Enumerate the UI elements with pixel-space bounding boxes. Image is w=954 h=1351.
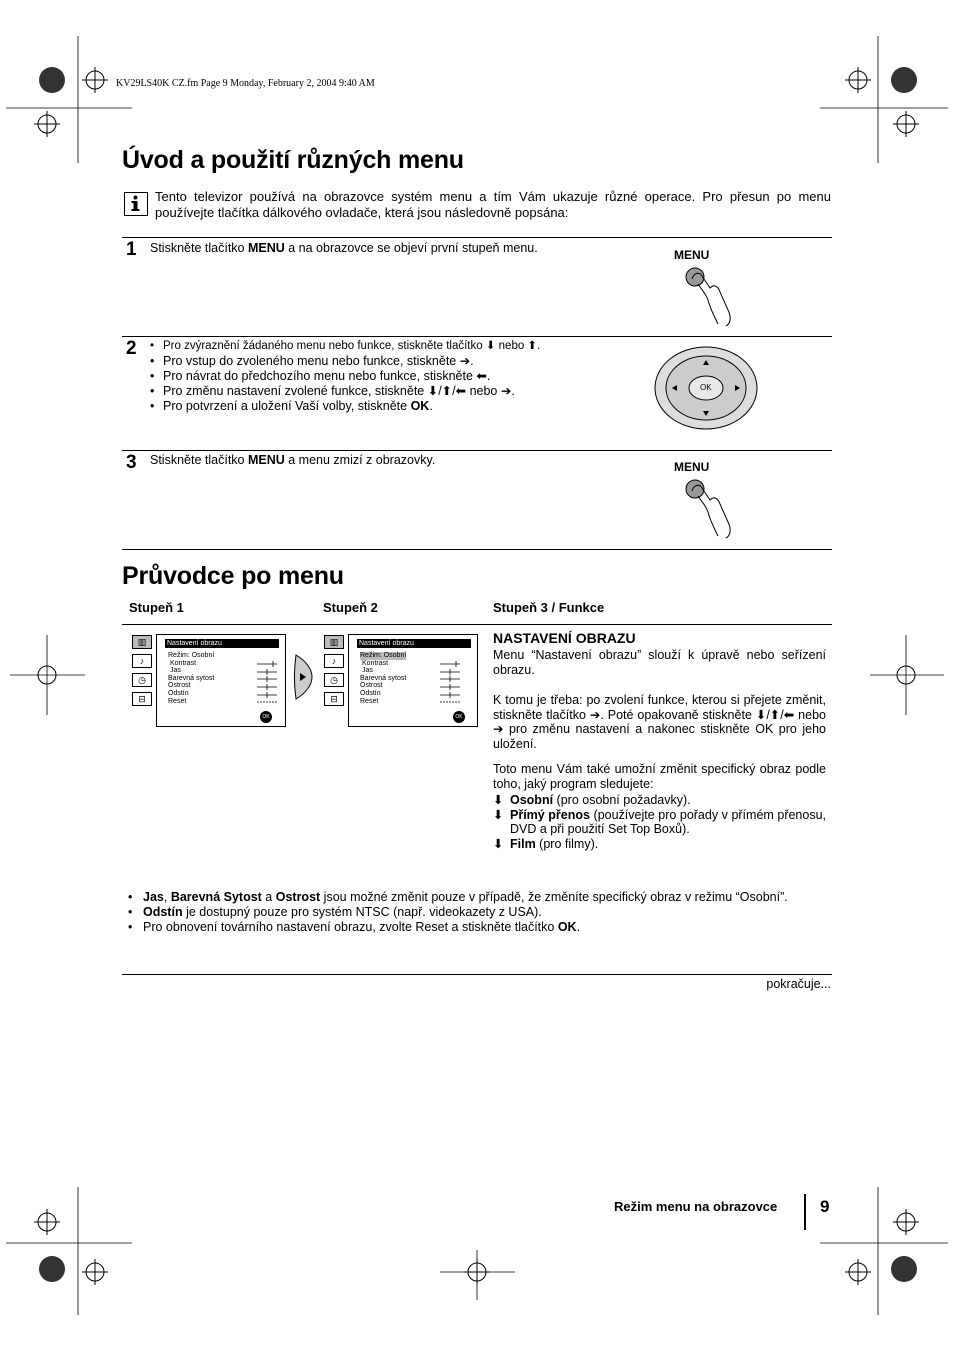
screen-title: Nastavení obrazu [357, 639, 471, 648]
down-arrow-icon: ⬇ [493, 807, 504, 822]
remote-navigation-pad [654, 346, 758, 430]
menu-screen-stage-1 [156, 634, 286, 727]
slider-indicators [438, 660, 462, 708]
stage-3-paragraph-2: K tomu je třeba: po zvolení funkce, kterou si přejete změnit, stiskněte tlačítko ➔. Poté opakovaně stiskněte ⬇/⬆/⬅ nebo ➔ pro změnu nastavení a nakonec stiskněte OK pro jeho uložení. [493, 693, 826, 751]
info-i-icon [124, 192, 148, 216]
picture-mode-list [493, 793, 826, 851]
column-head-stage-3: Stupeň 3 / Funkce [493, 600, 605, 615]
continued-note: pokračuje... [766, 977, 831, 991]
timer-menu-icon: ◷ [324, 673, 344, 687]
list-item: • Pro potvrzení a uložení Vaší volby, stiskněte OK. [150, 399, 540, 414]
ok-button-label: OK [700, 383, 712, 392]
column-head-stage-1: Stupeň 1 [129, 600, 184, 615]
hand-pressing-button-icon [680, 474, 740, 540]
menu-screen-stage-2 [348, 634, 478, 727]
menu-button-label: MENU [674, 248, 710, 262]
divider [122, 336, 832, 337]
list-item: • Pro návrat do předchozího menu nebo funkce, stiskněte ⬅. [150, 369, 540, 384]
list-item: • Jas, Barevná Sytost a Ostrost jsou možné změnit pouze v případě, že změníte specifický obraz v režimu “Osobní”. [128, 890, 826, 905]
picture-menu-icon: ▥ [324, 635, 344, 649]
divider [122, 450, 832, 451]
page-number: 9 [820, 1197, 830, 1216]
stage-3-paragraph-3: Toto menu Vám také umožní změnit specifický obraz podle toho, jaký program sledujete: [493, 762, 826, 791]
timer-menu-icon: ◷ [132, 673, 152, 687]
step-number-1: 1 [126, 239, 137, 260]
footer-section-label: Režim menu na obrazovce [614, 1199, 778, 1214]
stage-3-heading: NASTAVENÍ OBRAZU [493, 630, 636, 646]
list-item: ⬇ Přímý přenos (používejte pro pořady v přímém přenosu, DVD a při použití Set Top Boxů). [493, 807, 827, 836]
step-2-list [150, 339, 540, 414]
screen-rows: Režim: Osobní Kontrast Jas Barevná sytost Ostrost Odstín Reset [168, 652, 215, 705]
screen-title: Nastavení obrazu [165, 639, 279, 648]
ok-icon: OK [453, 711, 465, 723]
ok-icon: OK [260, 711, 272, 723]
setup-menu-icon: ⊟ [132, 692, 152, 706]
right-arrow-button-icon [292, 651, 316, 703]
notes-list [128, 890, 826, 935]
divider [122, 624, 832, 625]
divider [122, 549, 832, 550]
divider [122, 974, 832, 975]
column-head-stage-2: Stupeň 2 [323, 600, 378, 615]
section-title-intro: Úvod a použití různých menu [122, 146, 464, 174]
section-title-menu-guide: Průvodce po menu [122, 562, 344, 590]
screen-rows: Režim: Osobní Kontrast Jas Barevná sytost Ostrost Odstín Reset [360, 652, 407, 705]
step-1-text: Stiskněte tlačítko MENU a na obrazovce se objeví první stupeň menu. [150, 241, 538, 255]
slider-indicators [255, 660, 279, 708]
list-item: • Pro vstup do zvoleného menu nebo funkce, stiskněte ➔. [150, 354, 540, 369]
step-number-3: 3 [126, 452, 137, 473]
list-item: • Pro změnu nastavení zvolené funkce, stiskněte ⬇/⬆/⬅ nebo ➔. [150, 384, 540, 399]
list-item: ⬇ Osobní (pro osobní požadavky). [493, 793, 691, 807]
list-item: • Pro obnovení továrního nastavení obrazu, zvolte Reset a stiskněte tlačítko OK. [128, 920, 826, 935]
down-arrow-icon: ⬇ [493, 836, 504, 851]
step-number-2: 2 [126, 338, 137, 359]
file-info-header: KV29LS40K CZ.fm Page 9 Monday, February 2, 2004 9:40 AM [116, 78, 375, 89]
setup-menu-icon: ⊟ [324, 692, 344, 706]
footer-divider [804, 1194, 806, 1230]
list-item: ⬇ Film (pro filmy). [493, 836, 599, 851]
divider [122, 237, 832, 238]
stage-3-paragraph-1: Menu “Nastavení obrazu” slouží k úpravě nebo seřízení obrazu. [493, 648, 826, 677]
picture-menu-icon: ▥ [132, 635, 152, 649]
menu-button-label: MENU [674, 460, 710, 474]
sound-menu-icon: ♪ [324, 654, 344, 668]
hand-pressing-button-icon [680, 262, 740, 328]
step-3-text: Stiskněte tlačítko MENU a menu zmizí z obrazovky. [150, 453, 436, 467]
list-item: • Pro zvýraznění žádaného menu nebo funkce, stiskněte tlačítko ⬇ nebo ⬆. [150, 339, 540, 354]
intro-paragraph: Tento televizor používá na obrazovce systém menu a tím Vám ukazuje různé operace. Pro přesun po menu používejte tlačítka dálkového ovladače, která jsou následovně popsána: [155, 189, 831, 220]
list-item: • Odstín je dostupný pouze pro systém NTSC (např. videokazety z USA). [128, 905, 826, 920]
sound-menu-icon: ♪ [132, 654, 152, 668]
down-arrow-icon: ⬇ [493, 793, 504, 807]
